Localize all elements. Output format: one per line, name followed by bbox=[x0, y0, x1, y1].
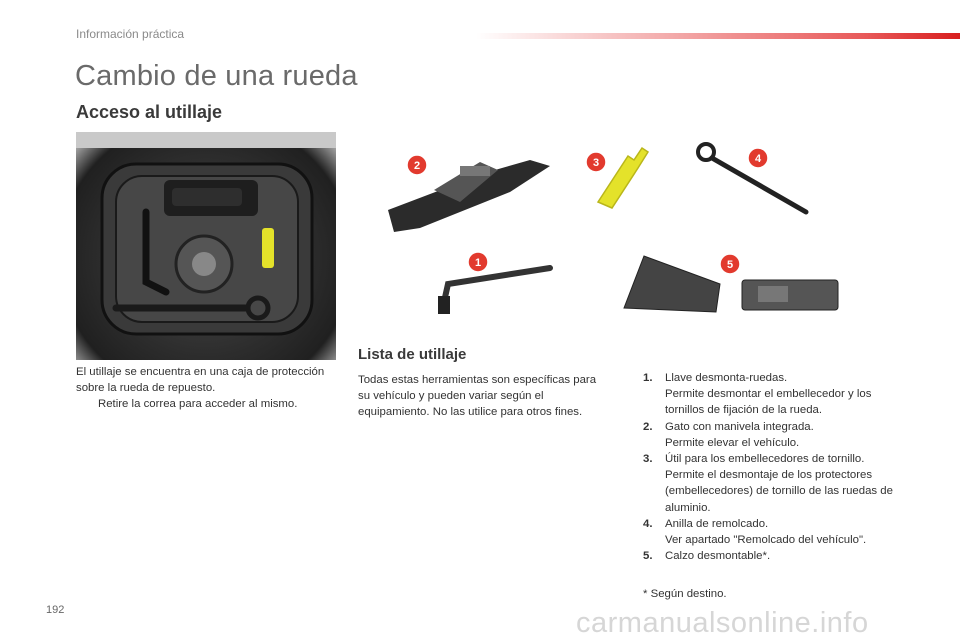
tool-item-desc: Permite elevar el vehículo. bbox=[665, 436, 800, 449]
tool-item-number: 4. bbox=[643, 517, 653, 530]
header-rule bbox=[476, 33, 960, 39]
svg-text:4: 4 bbox=[754, 153, 762, 165]
section-subtitle: Acceso al utillaje bbox=[76, 102, 223, 122]
tool-item-name: Llave desmonta-ruedas. bbox=[665, 372, 788, 384]
page-number: 192 bbox=[46, 604, 65, 616]
caption-text: El utillaje se encuentra en una caja de protección sobre la rueda de repuesto. bbox=[76, 366, 325, 394]
tool-item-number: 5. bbox=[643, 550, 653, 563]
page-title: Cambio de una rueda bbox=[75, 60, 358, 92]
tool-item-2 bbox=[643, 419, 913, 451]
badge-2 bbox=[407, 155, 427, 175]
tool-item-4 bbox=[643, 516, 913, 548]
tool-item-name: Anilla de remolcado. bbox=[665, 517, 769, 530]
caption-bullet bbox=[76, 396, 336, 412]
badge-4 bbox=[748, 148, 768, 168]
tool-item-desc: Permite el desmontaje de los protectores (embellecedores) de tornillo de las ruedas de aluminio. bbox=[665, 469, 893, 514]
tool-item-3 bbox=[643, 451, 913, 516]
tool-item-number: 1. bbox=[643, 372, 653, 384]
tool-list bbox=[643, 370, 913, 564]
toolbox-photo bbox=[76, 132, 336, 360]
tool-list-intro: Todas estas herramientas son específicas para su vehículo y pueden variar según el equipamiento. No las utilice para otros fines. bbox=[358, 374, 597, 418]
tool-item-number: 3. bbox=[643, 453, 653, 466]
section-header: Información práctica bbox=[76, 27, 185, 41]
svg-text:2: 2 bbox=[413, 160, 421, 172]
svg-text:5: 5 bbox=[726, 259, 734, 271]
wheel-wrench-tool bbox=[438, 268, 550, 314]
footnote: * Según destino. bbox=[643, 588, 727, 600]
caption-bullet-text: Retire la correa para acceder al mismo. bbox=[98, 398, 298, 410]
badge-3 bbox=[586, 152, 606, 172]
tool-item-5 bbox=[643, 548, 913, 564]
tool-item-name: Gato con manivela integrada. bbox=[665, 420, 814, 433]
badge-1 bbox=[468, 252, 488, 272]
tool-item-desc: Ver apartado "Remolcado del vehículo". bbox=[665, 534, 867, 547]
tool-item-1 bbox=[643, 370, 913, 419]
photo-caption bbox=[76, 364, 336, 412]
tool-item-number: 2. bbox=[643, 420, 653, 433]
watermark: carmanualsonline.info bbox=[576, 607, 869, 639]
svg-text:1: 1 bbox=[474, 257, 482, 269]
tool-item-name: Útil para los embellecedores de tornillo. bbox=[665, 453, 865, 466]
tool-list-title: Lista de utillaje bbox=[358, 346, 467, 363]
tools-illustration bbox=[360, 132, 880, 332]
tool-item-name: Calzo desmontable*. bbox=[665, 550, 771, 563]
tool-item-desc: Permite desmontar el embellecedor y los tornillos de fijación de la rueda. bbox=[665, 388, 872, 417]
svg-text:3: 3 bbox=[592, 157, 600, 169]
badge-5 bbox=[720, 254, 740, 274]
